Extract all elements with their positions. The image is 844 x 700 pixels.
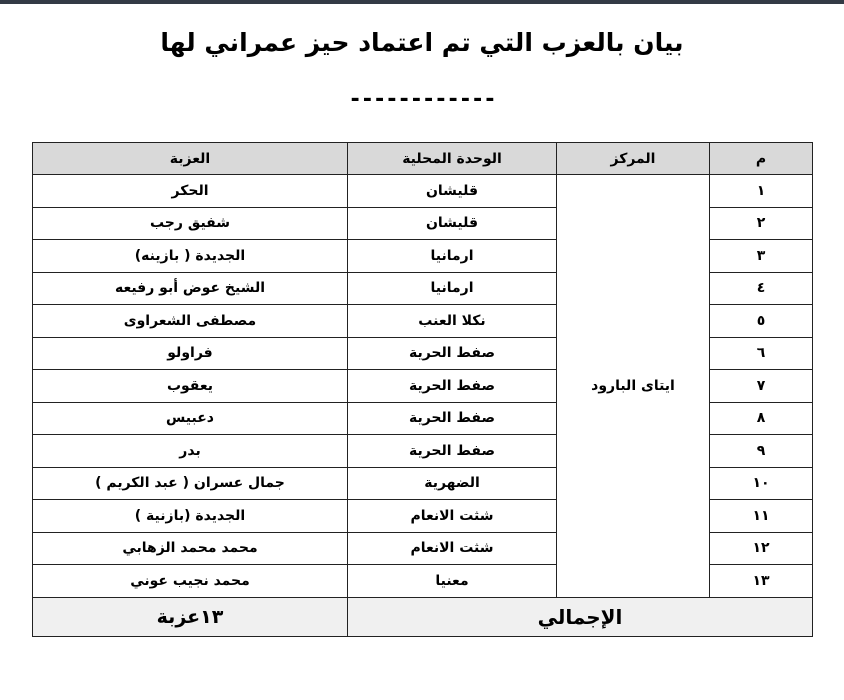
row-index: ٢: [710, 207, 813, 240]
header-index: م: [710, 143, 813, 175]
row-index: ٣: [710, 240, 813, 273]
row-local-unit: ارمانيا: [348, 240, 557, 273]
row-index: ١٠: [710, 467, 813, 500]
row-local-unit: صفط الحرية: [348, 435, 557, 468]
row-index: ٨: [710, 402, 813, 435]
row-local-unit: قليشان: [348, 207, 557, 240]
row-local-unit: الضهرية: [348, 467, 557, 500]
row-index: ٩: [710, 435, 813, 468]
row-index: ٥: [710, 305, 813, 338]
row-local-unit: معنيا: [348, 565, 557, 598]
header-local-unit: الوحدة المحلية: [348, 143, 557, 175]
row-index: ١١: [710, 500, 813, 533]
row-ezba: الحكر: [33, 175, 348, 208]
row-ezba: يعقوب: [33, 370, 348, 403]
row-local-unit: صفط الحرية: [348, 370, 557, 403]
row-ezba: الشيخ عوض أبو رفيعه: [33, 272, 348, 305]
row-ezba: جمال عسران ( عبد الكريم ): [33, 467, 348, 500]
table-footer: [33, 597, 813, 636]
title-underline-dashes: ------------: [348, 87, 496, 112]
header-ezba: العزبة: [33, 143, 348, 175]
table-row: [33, 175, 813, 208]
row-ezba: دعبيس: [33, 402, 348, 435]
total-row: [33, 597, 813, 636]
row-local-unit: شثت الانعام: [348, 532, 557, 565]
total-value: ١٣عزبة: [33, 597, 348, 636]
row-local-unit: صفط الحرية: [348, 402, 557, 435]
page-title: بيان بالعزب التي تم اعتماد حيز عمراني لها: [160, 28, 684, 57]
row-ezba: محمد محمد الزهابي: [33, 532, 348, 565]
row-index: ١: [710, 175, 813, 208]
row-index: ٤: [710, 272, 813, 305]
row-local-unit: صفط الحرية: [348, 337, 557, 370]
table-header: [33, 143, 813, 175]
row-index: ١٣: [710, 565, 813, 598]
top-border-bar: [0, 0, 844, 4]
row-index: ٦: [710, 337, 813, 370]
row-local-unit: قليشان: [348, 175, 557, 208]
row-local-unit: نكلا العنب: [348, 305, 557, 338]
row-ezba: مصطفى الشعراوى: [33, 305, 348, 338]
row-index: ١٢: [710, 532, 813, 565]
row-ezba: فراولو: [33, 337, 348, 370]
row-ezba: محمد نجيب عوني: [33, 565, 348, 598]
row-local-unit: ارمانيا: [348, 272, 557, 305]
row-index: ٧: [710, 370, 813, 403]
row-ezba: شفيق رجب: [33, 207, 348, 240]
row-ezba: الجديدة (بازنية ): [33, 500, 348, 533]
table-body: [33, 175, 813, 598]
markaz-cell: ايتاى البارود: [557, 175, 710, 598]
header-row: [33, 143, 813, 175]
ezba-table: [32, 142, 813, 637]
total-label: الإجمالي: [348, 597, 813, 636]
row-ezba: الجديدة ( بازينه): [33, 240, 348, 273]
row-local-unit: شثت الانعام: [348, 500, 557, 533]
header-markaz: المركز: [557, 143, 710, 175]
row-ezba: بدر: [33, 435, 348, 468]
